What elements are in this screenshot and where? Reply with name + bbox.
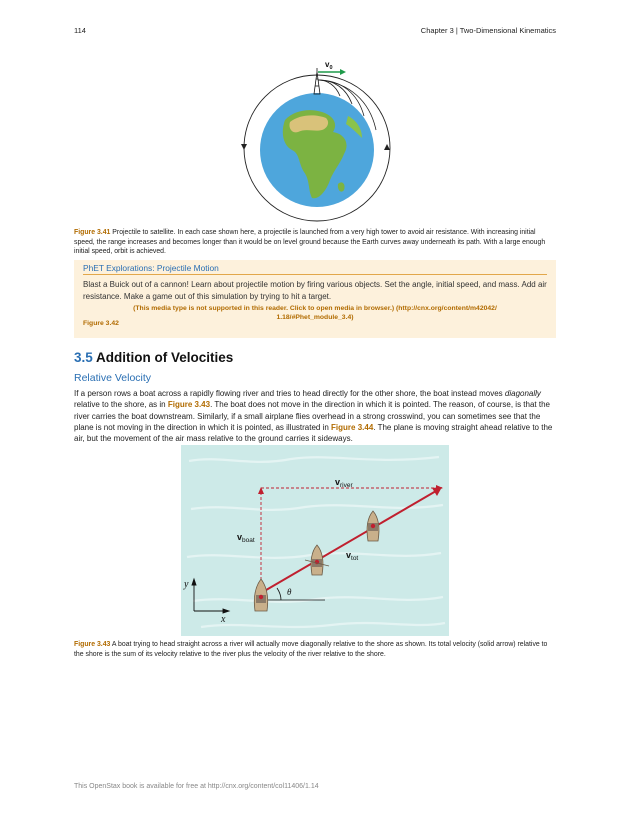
river-water bbox=[181, 445, 449, 636]
figure-3-43-illustration bbox=[181, 445, 449, 636]
paragraph-text-2: relative to the shore, as in bbox=[74, 400, 168, 410]
chapter-title: Chapter 3 | Two-Dimensional Kinematics bbox=[420, 26, 556, 35]
page-number: 114 bbox=[74, 26, 86, 35]
theta-label: θ bbox=[287, 587, 292, 597]
y-axis-label: y bbox=[184, 579, 189, 590]
section-heading bbox=[74, 350, 233, 365]
phet-media-link-line1[interactable]: (This media type is not supported in this reader. Click to open media in browser.) (http://cnx.org/content/m42042/ bbox=[133, 305, 497, 312]
phet-media-link[interactable] bbox=[74, 304, 556, 323]
subsection-heading: Relative Velocity bbox=[74, 372, 152, 384]
figure-3-43-caption-text: A boat trying to head straight across a river will actually move diagonally relative to the shore as shown. Its total velocity (solid arrow) relative to the shore is the sum of its velocity relative to the river plus the velocity of the river relative to the shore. bbox=[74, 641, 548, 658]
figure-3-43-label: Figure 3.43 bbox=[74, 641, 111, 648]
paragraph-text-3: . The boat does not move in the direction in which it is pointed. The reason, of course, is that the river carries the boat downstream. Similarly, if a small airplane flies overhead in a strong crosswind, you can sometimes see that the plane is not moving in the direction in which it is pointed, as illustrated in bbox=[74, 400, 550, 432]
page-footer: This OpenStax book is available for free at http://cnx.org/content/col11406/1.14 bbox=[74, 783, 319, 790]
paragraph-emphasis: diagonally bbox=[504, 389, 541, 398]
paragraph-text-1: If a person rows a boat across a rapidly flowing river and tries to head directly for the other shore, the boat instead moves bbox=[74, 389, 505, 398]
v-river-label: $v_{river}$ bbox=[335, 477, 353, 489]
figure-3-41-label: Figure 3.41 bbox=[74, 229, 111, 236]
v-tot-label: $v_{tot}$ bbox=[346, 550, 359, 562]
body-paragraph bbox=[74, 388, 556, 444]
phet-media-link-line2[interactable]: 1.18/#Phet_module_3.4) bbox=[276, 314, 354, 322]
phet-title: PhET Explorations: Projectile Motion bbox=[83, 263, 219, 273]
paragraph-text-4: . The plane is moving straight ahead relative to the air, but the movement of the air mass relative to the ground carries it sideways. bbox=[74, 422, 553, 444]
section-number: 3.5 bbox=[74, 350, 93, 365]
phet-divider bbox=[83, 274, 547, 275]
x-axis-label: x bbox=[221, 614, 226, 625]
section-title-text: Addition of Velocities bbox=[92, 350, 234, 365]
figure-3-41-illustration bbox=[230, 58, 405, 223]
phet-description: Blast a Buick out of a cannon! Learn about projectile motion by firing various objects. Set the angle, initial speed, and mass. Add air resistance. Make a game out of this simulation by trying to hit a target. bbox=[83, 280, 547, 301]
figure-3-41-caption-text: Projectile to satellite. In each case shown here, a projectile is launched from a very high tower to avoid air resistance. With increasing initial speed, the range increases and becomes longer than it would be on level ground because the Earth curves away underneath its path. With a large enough initial speed, orbit is achieved. bbox=[74, 229, 546, 256]
phet-explorations-box bbox=[74, 260, 556, 338]
figure-3-43-caption bbox=[74, 640, 556, 659]
figure-3-44-link[interactable]: Figure 3.44 bbox=[331, 422, 374, 432]
v-boat-label: $v_{boat}$ bbox=[237, 532, 255, 544]
figure-3-42-label: Figure 3.42 bbox=[83, 320, 119, 327]
figure-3-41-caption bbox=[74, 228, 556, 257]
v0-label: $v_0$ bbox=[325, 60, 333, 71]
figure-3-43-link[interactable]: Figure 3.43 bbox=[167, 400, 211, 410]
earth-globe bbox=[260, 93, 374, 207]
